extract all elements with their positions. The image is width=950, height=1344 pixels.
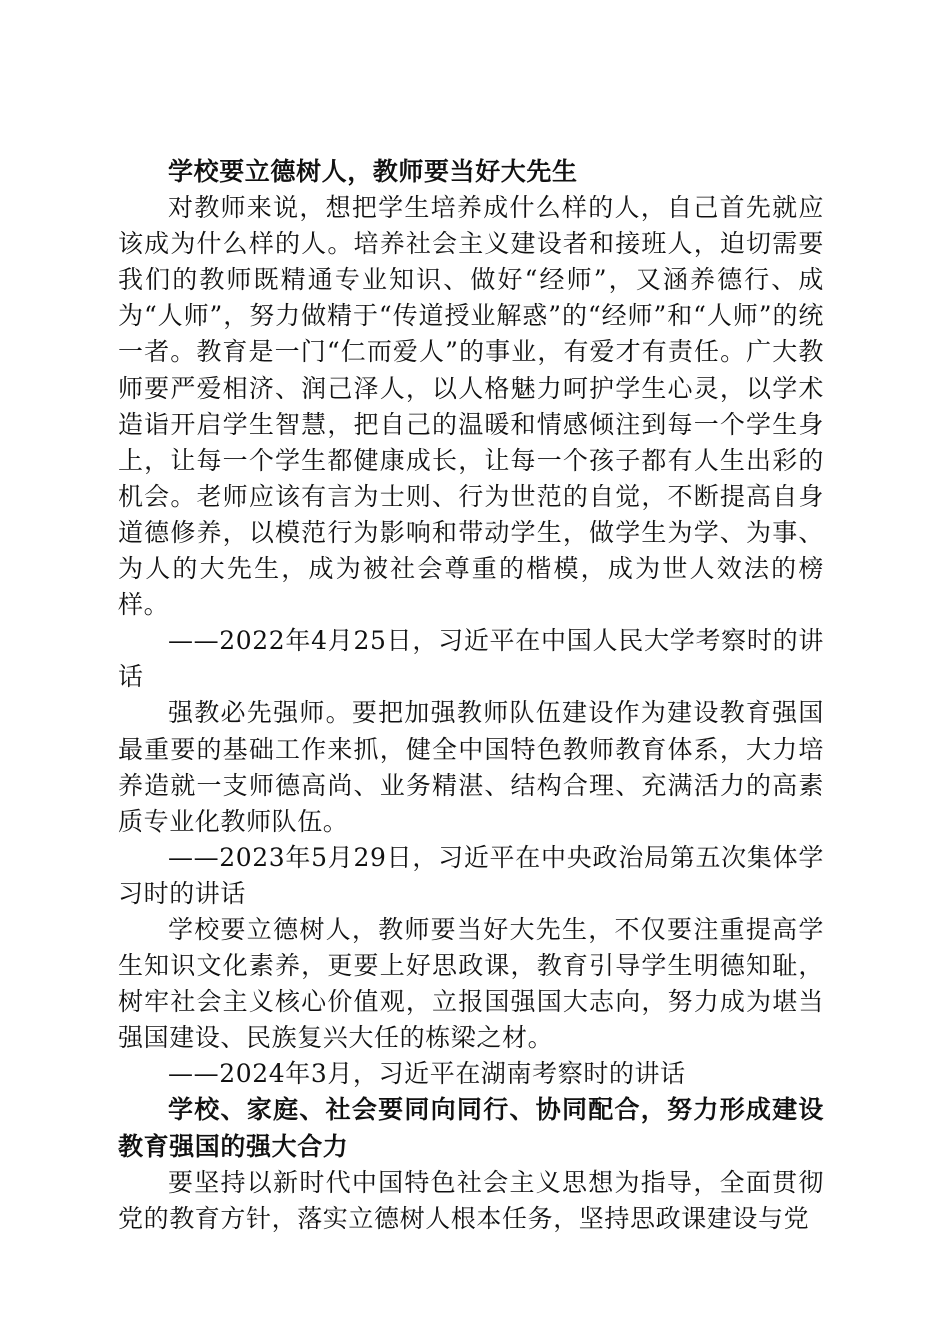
quote-source: ——2022年4月25日，习近平在中国人民大学考察时的讲话 xyxy=(118,626,824,692)
quote-source: ——2023年5月29日，习近平在中央政治局第五次集体学习时的讲话 xyxy=(118,842,824,908)
document-page xyxy=(118,142,824,1237)
body-paragraph: 对教师来说，想把学生培养成什么样的人，自己首先就应该成为什么样的人。培养社会主义建设者和接班人，迫切需要我们的教师既精通专业知识、做好“经师”，又涵养德行、成为“人师”，努力做精于“传道授业解惑”的“经师”和“人师”的统一者。教育是一门“仁而爱人”的事业，有爱才有责任。广大教师要严爱相济、润己泽人，以人格魅力呵护学生心灵，以学术造诣开启学生智慧，把自己的温暖和情感倾注到每一个学生身上，让每一个学生都健康成长，让每一个孩子都有人生出彩的机会。老师应该有言为士则、行为世范的自觉，不断提高自身道德修养，以模范行为影响和带动学生，做学生为学、为事、为人的大先生，成为被社会尊重的楷模，成为世人效法的榜样。 xyxy=(118,193,824,620)
body-paragraph: 要坚持以新时代中国特色社会主义思想为指导，全面贯彻党的教育方针，落实立德树人根本任务，坚持思政课建设与党 xyxy=(118,1167,824,1233)
body-paragraph: 强教必先强师。要把加强教师队伍建设作为建设教育强国最重要的基础工作来抓，健全中国特色教师教育体系，大力培养造就一支师德高尚、业务精湛、结构合理、充满活力的高素质专业化教师队伍。 xyxy=(118,698,824,836)
section-heading: 学校、家庭、社会要同向同行、协同配合，努力形成建设教育强国的强大合力 xyxy=(118,1095,824,1161)
section-heading: 学校要立德树人，教师要当好大先生 xyxy=(168,157,578,186)
quote-source: ——2024年3月，习近平在湖南考察时的讲话 xyxy=(168,1059,686,1089)
body-paragraph: 学校要立德树人，教师要当好大先生，不仅要注重提高学生知识文化素养，更要上好思政课，教育引导学生明德知耻，树牢社会主义核心价值观，立报国强国大志向，努力成为堪当强国建设、民族复兴大任的栋梁之材。 xyxy=(118,914,824,1053)
